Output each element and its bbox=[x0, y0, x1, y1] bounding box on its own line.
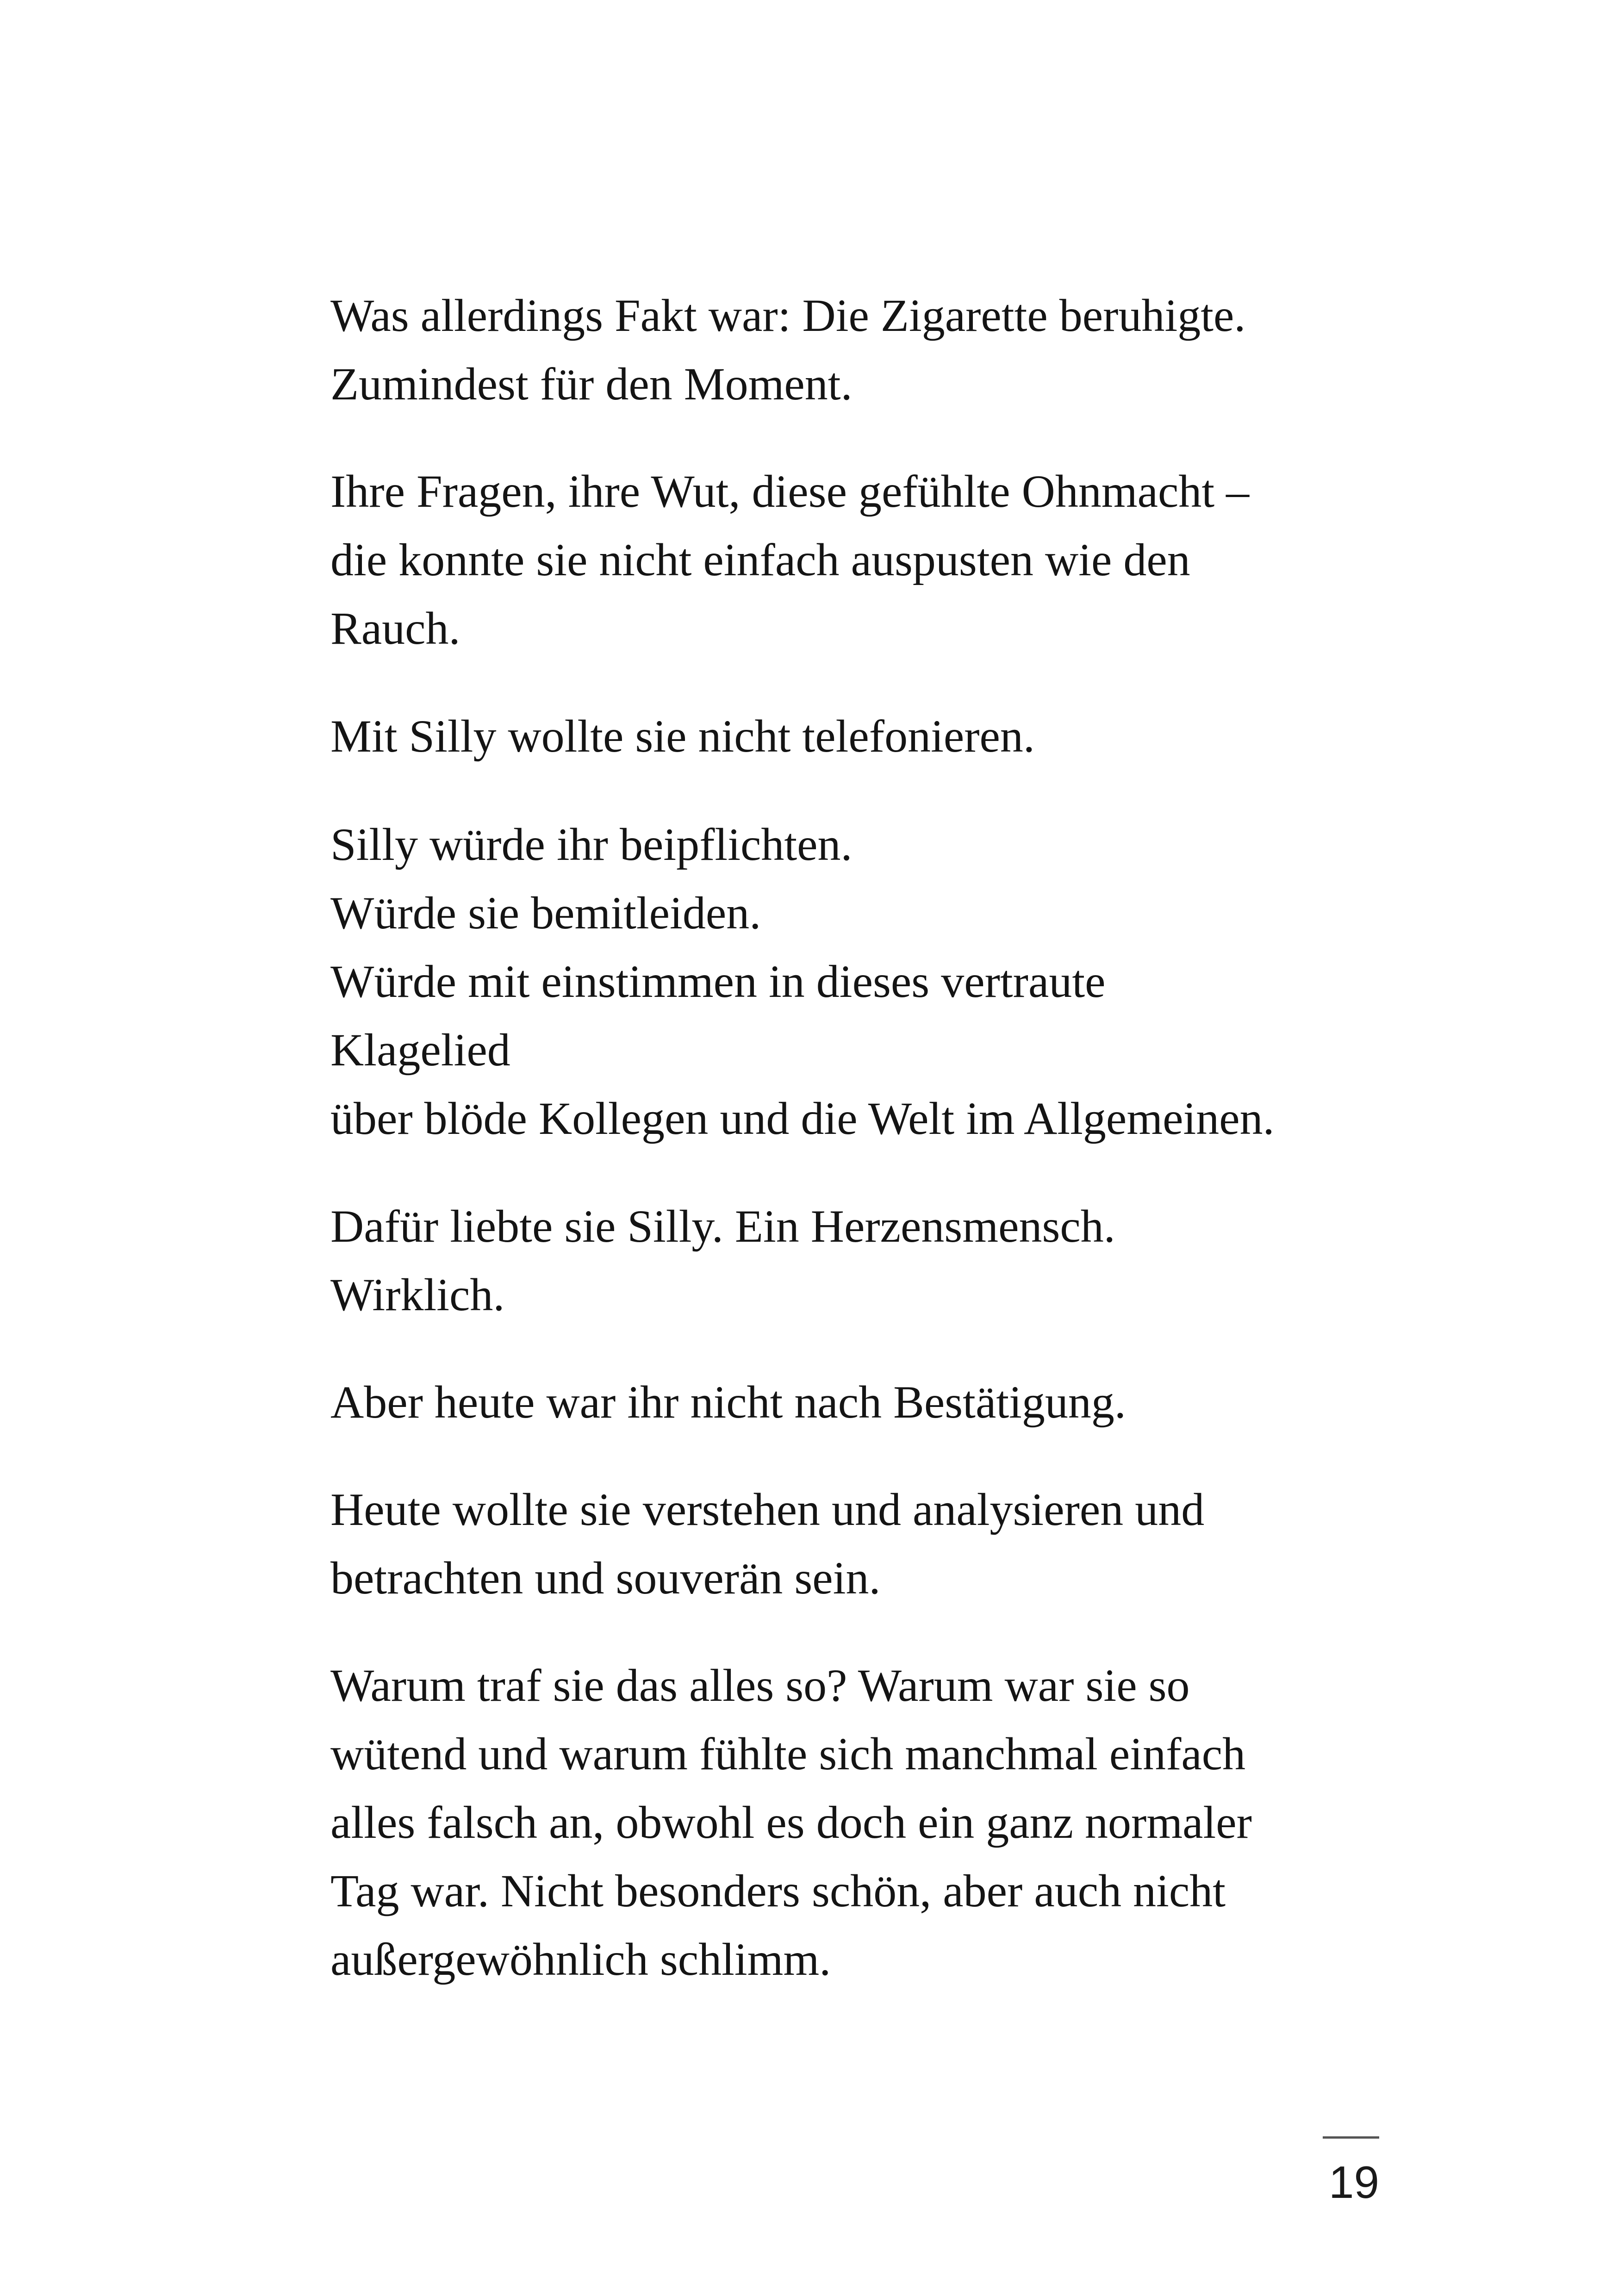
text-line: Warum traf sie das alles so? Warum war sie so bbox=[330, 1660, 1190, 1711]
text-line: Wirklich. bbox=[330, 1269, 505, 1320]
text-line: Aber heute war ihr nicht nach Bestätigung. bbox=[330, 1376, 1126, 1428]
text-line: Zumindest für den Moment. bbox=[330, 358, 853, 410]
page-number-rule bbox=[1323, 2136, 1379, 2139]
text-line: Klagelied bbox=[330, 1024, 510, 1076]
text-line: Silly würde ihr beipflichten. bbox=[330, 819, 853, 870]
page-number: 19 bbox=[1328, 2157, 1379, 2208]
text-line: Dafür liebte sie Silly. Ein Herzensmensch. bbox=[330, 1201, 1115, 1252]
text-line: die konnte sie nicht einfach auspusten wie den bbox=[330, 534, 1190, 585]
text-line: Tag war. Nicht besonders schön, aber auch nicht bbox=[330, 1865, 1226, 1916]
text-line: Würde mit einstimmen in dieses vertraute bbox=[330, 956, 1106, 1007]
text-line: betrachten und souverän sein. bbox=[330, 1552, 881, 1604]
text-line: Rauch. bbox=[330, 603, 461, 654]
text-line: über blöde Kollegen und die Welt im Allgemeinen. bbox=[330, 1093, 1275, 1144]
text-line: alles falsch an, obwohl es doch ein ganz normaler bbox=[330, 1797, 1252, 1848]
text-line: außergewöhnlich schlimm. bbox=[330, 1934, 831, 1985]
text-line: Was allerdings Fakt war: Die Zigarette beruhigte. bbox=[330, 290, 1246, 341]
text-line: wütend und warum fühlte sich manchmal einfach bbox=[330, 1728, 1246, 1780]
text-line: Heute wollte sie verstehen und analysieren und bbox=[330, 1484, 1205, 1535]
text-line: Ihre Fragen, ihre Wut, diese gefühlte Ohnmacht – bbox=[330, 466, 1250, 517]
text-line: Mit Silly wollte sie nicht telefonieren. bbox=[330, 710, 1035, 762]
text-line: Würde sie bemitleiden. bbox=[330, 887, 761, 939]
